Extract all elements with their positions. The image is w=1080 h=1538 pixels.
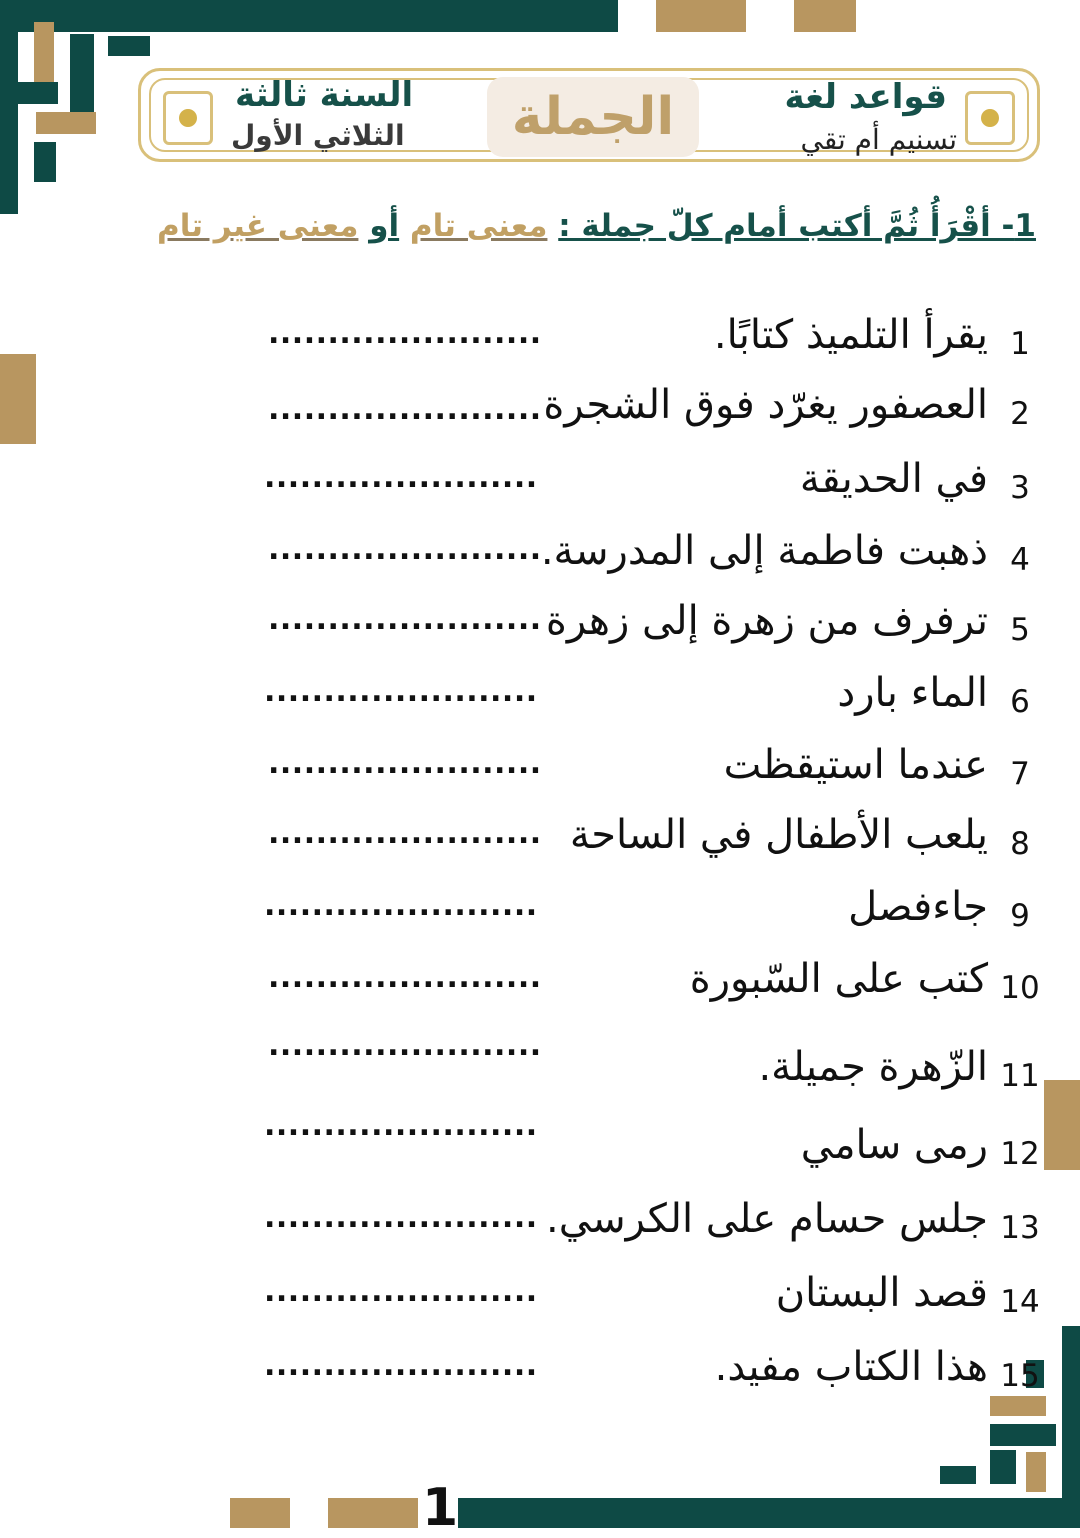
item-sentence: كتب على السّبورة bbox=[689, 956, 988, 1002]
item-sentence: يقرأ التلميذ كتابًا. bbox=[713, 312, 988, 358]
exercise-item bbox=[38, 382, 1038, 442]
item-sentence: جاءفصل bbox=[848, 884, 988, 930]
exercise-item bbox=[38, 456, 1038, 516]
lesson-title: الجملة bbox=[487, 77, 699, 157]
answer-blank[interactable]: ....................... bbox=[264, 1108, 538, 1143]
item-sentence: جلس حسام على الكرسي. bbox=[546, 1196, 988, 1242]
header-frame bbox=[138, 68, 1040, 162]
decor-bottom-bar bbox=[458, 1498, 1080, 1528]
decor-right-teal-3 bbox=[990, 1450, 1016, 1484]
exercise-item bbox=[38, 1108, 1040, 1182]
decor-left-mid-gold bbox=[0, 354, 36, 444]
item-number: 5 bbox=[1010, 612, 1030, 648]
decor-right-gold-2 bbox=[1026, 1452, 1046, 1492]
decor-left-teal-3 bbox=[18, 82, 58, 104]
item-number: 9 bbox=[1010, 898, 1030, 934]
item-number: 6 bbox=[1010, 684, 1030, 720]
item-number: 7 bbox=[1010, 756, 1030, 792]
decor-top-bar bbox=[0, 0, 618, 32]
decor-left-gold-1 bbox=[34, 22, 54, 90]
exercise-item bbox=[38, 956, 1038, 1016]
exercise-instruction bbox=[157, 208, 1036, 244]
item-number: 12 bbox=[1000, 1136, 1040, 1172]
answer-blank[interactable]: ....................... bbox=[268, 746, 542, 781]
instruction-text: 1- أقْرَأُ ثُمَّ أكتب أمام كلّ جملة : bbox=[558, 208, 1036, 244]
item-number: 2 bbox=[1010, 396, 1030, 432]
item-number: 1 bbox=[1010, 326, 1030, 362]
answer-blank[interactable]: ....................... bbox=[264, 1274, 538, 1309]
item-sentence: رمى سامي bbox=[800, 1122, 988, 1168]
answer-blank[interactable]: ....................... bbox=[264, 888, 538, 923]
decor-left-gold-2 bbox=[36, 112, 96, 134]
item-number: 11 bbox=[1000, 1058, 1040, 1094]
answer-blank[interactable]: ....................... bbox=[264, 1348, 538, 1383]
decor-left-teal-1 bbox=[70, 34, 94, 114]
school-term: الثلاثي الأول bbox=[231, 119, 405, 152]
item-number: 3 bbox=[1010, 470, 1030, 506]
instruction-connector: أو bbox=[369, 208, 400, 244]
answer-blank[interactable]: ....................... bbox=[264, 674, 538, 709]
item-sentence: ذهبت فاطمة إلى المدرسة. bbox=[540, 528, 988, 574]
decor-bottom-gold-2 bbox=[328, 1498, 418, 1528]
decor-right-teal-4 bbox=[940, 1466, 976, 1484]
exercise-item bbox=[38, 1270, 1038, 1330]
exercise-item bbox=[38, 1196, 1038, 1256]
instruction-option-incomplete: معنى غير تام bbox=[157, 208, 359, 244]
exercise-item bbox=[38, 670, 1038, 730]
decor-left-teal-2 bbox=[108, 36, 150, 56]
frame-ornament-left bbox=[163, 91, 213, 145]
decor-right-teal-2 bbox=[990, 1424, 1056, 1446]
answer-blank[interactable]: ....................... bbox=[268, 532, 542, 567]
decor-top-gold-1 bbox=[656, 0, 746, 32]
item-sentence: الزّهرة جميلة. bbox=[758, 1044, 988, 1090]
exercise-item bbox=[38, 742, 1038, 802]
answer-blank[interactable]: ....................... bbox=[268, 960, 542, 995]
decor-bottom-gold-1 bbox=[230, 1498, 290, 1528]
item-number: 14 bbox=[1000, 1284, 1040, 1320]
decor-top-gold-2 bbox=[794, 0, 856, 32]
item-number: 13 bbox=[1000, 1210, 1040, 1246]
answer-blank[interactable]: ....................... bbox=[268, 392, 542, 427]
answer-blank[interactable]: ....................... bbox=[264, 460, 538, 495]
item-sentence: عندما استيقظت bbox=[723, 742, 988, 788]
subject-label: قواعد لغة bbox=[784, 77, 947, 117]
instruction-option-complete: معنى تام bbox=[409, 208, 548, 244]
exercise-item bbox=[38, 884, 1038, 944]
item-sentence: في الحديقة bbox=[799, 456, 988, 502]
item-number: 8 bbox=[1010, 826, 1030, 862]
item-sentence: هذا الكتاب مفيد. bbox=[714, 1344, 988, 1390]
item-number: 15 bbox=[1000, 1358, 1040, 1394]
decor-right-mid-gold bbox=[1044, 1080, 1080, 1170]
answer-blank[interactable]: ....................... bbox=[268, 602, 542, 637]
page-number: 1 bbox=[422, 1478, 459, 1538]
exercise-item bbox=[38, 1028, 1040, 1104]
decor-left-bar bbox=[0, 0, 18, 214]
item-number: 4 bbox=[1010, 542, 1030, 578]
decor-left-teal-4 bbox=[34, 142, 56, 182]
exercise-item bbox=[38, 1344, 1038, 1404]
answer-blank[interactable]: ....................... bbox=[264, 1200, 538, 1235]
item-sentence: قصد البستان bbox=[775, 1270, 988, 1316]
exercise-item bbox=[38, 312, 1038, 372]
item-sentence: الماء بارد bbox=[837, 670, 988, 716]
item-sentence: العصفور يغرّد فوق الشجرة bbox=[543, 382, 988, 428]
exercise-item bbox=[38, 528, 1038, 588]
frame-ornament-right bbox=[965, 91, 1015, 145]
answer-blank[interactable]: ....................... bbox=[268, 816, 542, 851]
exercise-item bbox=[38, 598, 1038, 658]
answer-blank[interactable]: ....................... bbox=[268, 1028, 542, 1063]
item-sentence: ترفرف من زهرة إلى زهرة bbox=[545, 598, 988, 644]
item-number: 10 bbox=[1000, 970, 1040, 1006]
answer-blank[interactable]: ....................... bbox=[268, 316, 542, 351]
item-sentence: يلعب الأطفال في الساحة bbox=[569, 812, 988, 858]
exercise-item bbox=[38, 812, 1038, 872]
school-year: السنة ثالثة bbox=[235, 75, 414, 115]
teacher-name: تسنيم أم تقي bbox=[800, 123, 957, 156]
